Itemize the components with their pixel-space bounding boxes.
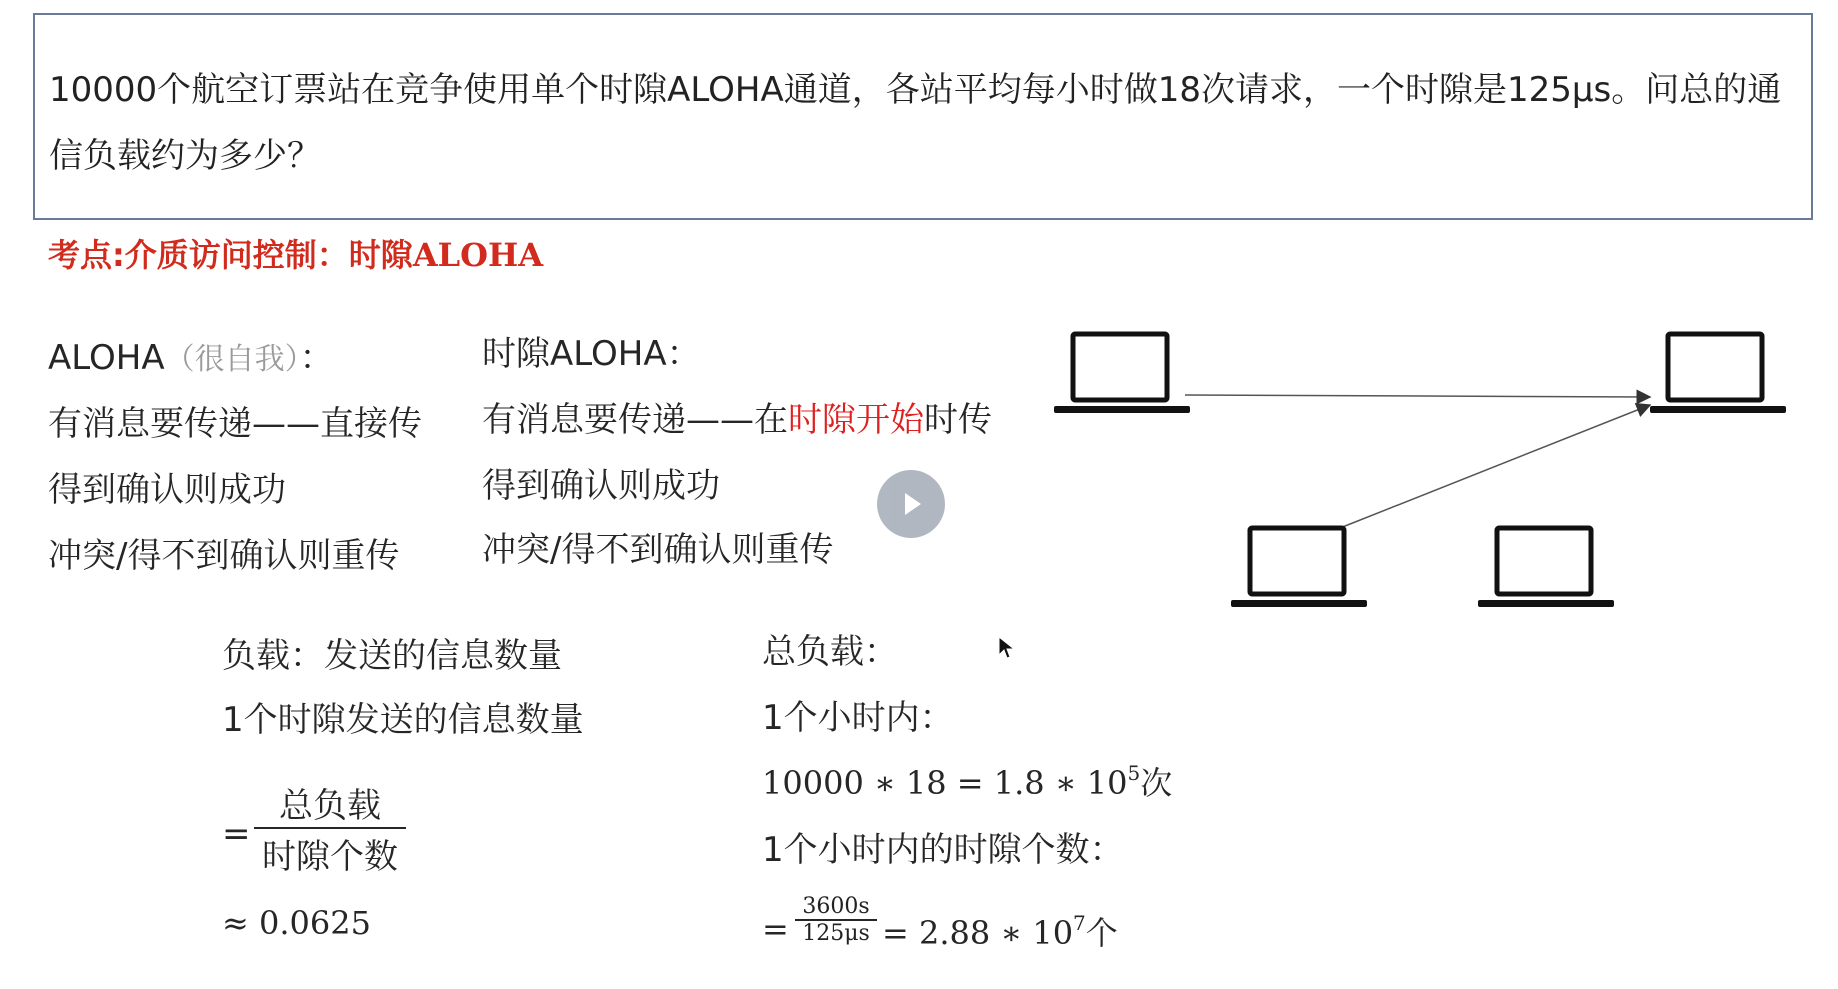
aloha-line-1: 有消息要传递——直接传	[48, 404, 422, 444]
aloha-note: （很自我）	[164, 342, 300, 377]
slots-result-exponent: 7	[1073, 911, 1086, 935]
slots-fraction-numerator: 3600s	[802, 894, 870, 919]
total-calc	[762, 758, 1172, 804]
slots-fraction-denominator: 125μs	[802, 920, 870, 946]
load-eq-sign: =	[222, 814, 251, 854]
arrow-line-diagonal	[1340, 405, 1650, 528]
laptop-icon	[1054, 334, 1190, 413]
laptop-icon	[1478, 528, 1614, 607]
slots-eq-sign: =	[762, 910, 789, 948]
question-text: 10000个航空订票站在竞争使用单个时隙ALOHA通道，各站平均每小时做18次请求，一个时隙是125μs。问总的通信负载约为多少？	[49, 70, 1782, 176]
load-result: ≈ 0.0625	[222, 904, 371, 942]
slots-result-base: = 2.88 ∗ 10	[882, 914, 1074, 952]
slotted-aloha-line-2: 得到确认则成功	[482, 466, 720, 506]
load-fraction-denominator: 时隙个数	[262, 837, 398, 877]
aloha-title-line	[48, 330, 334, 379]
aloha-line-2: 得到确认则成功	[48, 470, 286, 510]
laptop-icon	[1231, 528, 1367, 607]
slots-fraction	[795, 894, 877, 946]
slotted-aloha-line-1	[482, 392, 992, 441]
question-box	[33, 13, 1813, 220]
load-fraction-numerator: 总负载	[279, 786, 381, 826]
total-calc-exponent: 5	[1127, 761, 1141, 785]
topic-prefix: 考点:介质访问控制：时隙	[48, 236, 413, 274]
play-icon	[905, 493, 921, 515]
load-line-2: 1个时隙发送的信息数量	[222, 700, 584, 740]
aloha-title: ALOHA	[48, 338, 165, 378]
laptop-icon	[1650, 334, 1786, 413]
network-diagram	[1050, 320, 1790, 620]
topic-label	[48, 230, 543, 276]
load-fraction	[254, 778, 406, 878]
total-calc-base: 10000 ∗ 18 = 1.8 ∗ 10	[762, 764, 1128, 802]
total-per-hour: 1个小时内：	[762, 698, 954, 738]
slotted-aloha-line-3: 冲突/得不到确认则重传	[482, 530, 834, 570]
total-title: 总负载：	[762, 632, 898, 672]
slots-result	[882, 908, 1118, 954]
arrow-line-top	[1185, 395, 1650, 397]
total-slots-title: 1个小时内的时隙个数：	[762, 830, 1124, 870]
aloha-colon: ：	[299, 338, 334, 378]
slotted-line1-suffix: 时传	[924, 400, 992, 440]
slots-result-unit: 个	[1085, 914, 1118, 952]
topic-tag: ALOHA	[412, 236, 544, 274]
aloha-line-3: 冲突/得不到确认则重传	[48, 536, 400, 576]
slotted-line1-prefix: 有消息要传递——在	[482, 400, 788, 440]
load-line-1: 负载：发送的信息数量	[222, 636, 562, 676]
play-button[interactable]	[877, 470, 945, 538]
cursor-icon	[998, 636, 1016, 662]
slotted-line1-highlight: 时隙开始	[788, 400, 924, 440]
total-calc-unit: 次	[1140, 764, 1173, 802]
slotted-aloha-title: 时隙ALOHA：	[482, 334, 701, 374]
